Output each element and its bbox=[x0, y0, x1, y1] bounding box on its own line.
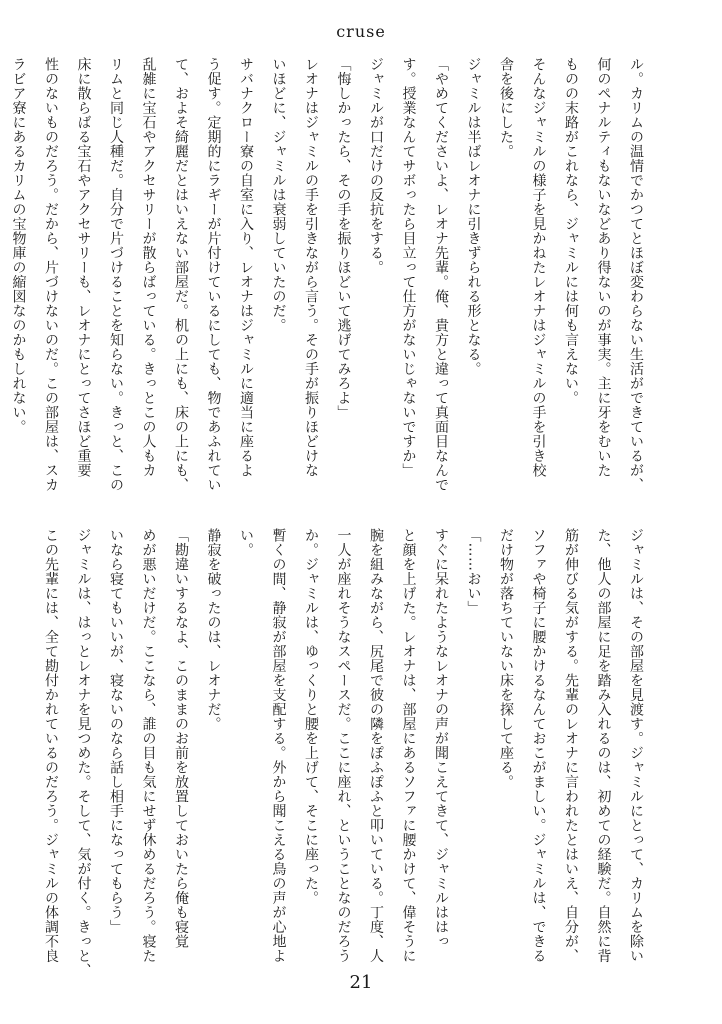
text-line: だけ物が落ちていない床を探して座る。 bbox=[498, 528, 514, 789]
text-block-upper bbox=[10, 57, 652, 502]
text-line: い。 bbox=[238, 528, 254, 557]
text-line: ソファや椅子に腰かけるなんておこがましい。ジャミルは、できる bbox=[530, 528, 547, 963]
text-line: す。授業なんてサボったら目立って仕方がないじゃないですか」 bbox=[400, 57, 417, 478]
text-line: 筋が伸びる気がする。先輩のレオナに言われたとはいえ、自分が、 bbox=[563, 528, 579, 963]
text-line: ジャミルは半ばレオナに引きずられる形となる。 bbox=[465, 57, 482, 376]
text-line: 床に散らばる宝石やアクセサリーも、レオナにとってさほど重要 bbox=[75, 57, 92, 478]
text-line: 「やめてくださいよ、レオナ先輩。俺、貴方と違って真面目なんで bbox=[433, 57, 449, 492]
text-line: 「悔しかったら、その手を振りほどいて逃げてみろよ」 bbox=[335, 57, 352, 420]
text-line: 一人が座れそうなスペースだ。ここに座れ、ということなのだろう bbox=[335, 528, 352, 963]
text-line: か。ジャミルは、ゆっくりと腰を上げて、そこに座った。 bbox=[303, 528, 319, 905]
text-line: う促す。定期的にラギーが片付けているにしても、物であふれてい bbox=[205, 57, 222, 492]
text-line: 暫くの間、静寂が部屋を支配する。外から聞こえる鳥の声が心地よ bbox=[270, 528, 287, 963]
text-line: レオナはジャミルの手を引きながら言う。その手が振りほどけな bbox=[303, 57, 319, 478]
text-line: そんなジャミルの様子を見かねたレオナはジャミルの手を引き校 bbox=[530, 57, 547, 478]
text-line: 何のペナルティもないなどあり得ないのが事実。主に牙をむいた bbox=[595, 57, 612, 478]
page-number: 21 bbox=[349, 972, 373, 993]
text-line: いほどに、ジャミルは衰弱していたのだ。 bbox=[270, 57, 287, 333]
text-line: 静寂を破ったのは、レオナだ。 bbox=[205, 528, 222, 731]
text-line: ラビア寮にあるカリムの宝物庫の縮図なのかもしれない。 bbox=[10, 57, 27, 434]
text-line: 「勘違いするなよ、このままのお前を放置しておいたら俺も寝覚 bbox=[173, 528, 189, 949]
text-line: ジャミルは、その部屋を見渡す。ジャミルにとって、カリムを除い bbox=[628, 528, 644, 963]
text-line: ものの末路がこれなら、ジャミルには何も言えない。 bbox=[563, 57, 579, 405]
text-block-lower bbox=[43, 528, 652, 978]
text-line: 「……おい」 bbox=[465, 528, 482, 615]
text-line: 乱雑に宝石やアクセサリーが散らばっている。きっとこの人もカ bbox=[140, 57, 157, 478]
text-line: すぐに呆れたようなレオナの声が聞こえてきて、ジャミルははっ bbox=[433, 528, 449, 949]
text-line: めが悪いだけだ。ここなら、誰の目も気にせず休めるだろう。寝た bbox=[140, 528, 157, 963]
text-line: ジャミルは、はっとレオナを見つめた。そして、気が付く。きっと、 bbox=[75, 528, 92, 978]
text-line: ジャミルが口だけの反抗をする。 bbox=[368, 57, 384, 275]
text-line: ル。カリムの温情でかつてとほぼ変わらない生活ができているが、 bbox=[628, 57, 644, 492]
text-line: 腕を組みながら、尻尾で彼の隣をぽふぽふと叩いている。丁度、人 bbox=[368, 528, 384, 963]
running-header: cruse bbox=[336, 22, 386, 41]
text-line: て、およそ綺麗だとはいえない部屋だ。机の上にも、床の上にも、 bbox=[173, 57, 189, 492]
text-line: いなら寝てもいいが、寝ないのなら話し相手になってもらう」 bbox=[108, 528, 124, 934]
text-line: 性のないものだろう。だから、片づけないのだ。この部屋は、スカ bbox=[43, 57, 59, 492]
text-line: た、他人の部屋に足を踏み入れるのは、初めての経験だ。自然に背 bbox=[595, 528, 612, 963]
text-line: 舎を後にした。 bbox=[498, 57, 514, 159]
text-line: サバナクロー寮の自室に入り、レオナはジャミルに適当に座るよ bbox=[238, 57, 254, 478]
text-line: この先輩には、全て勘付かれているのだろう。ジャミルの体調不良 bbox=[43, 528, 59, 963]
text-line: と顔を上げた。レオナは、部屋にあるソファに腰かけて、偉そうに bbox=[400, 528, 417, 963]
text-line: リムと同じ人種だ。自分で片づけることを知らない。きっと、この bbox=[108, 57, 124, 492]
